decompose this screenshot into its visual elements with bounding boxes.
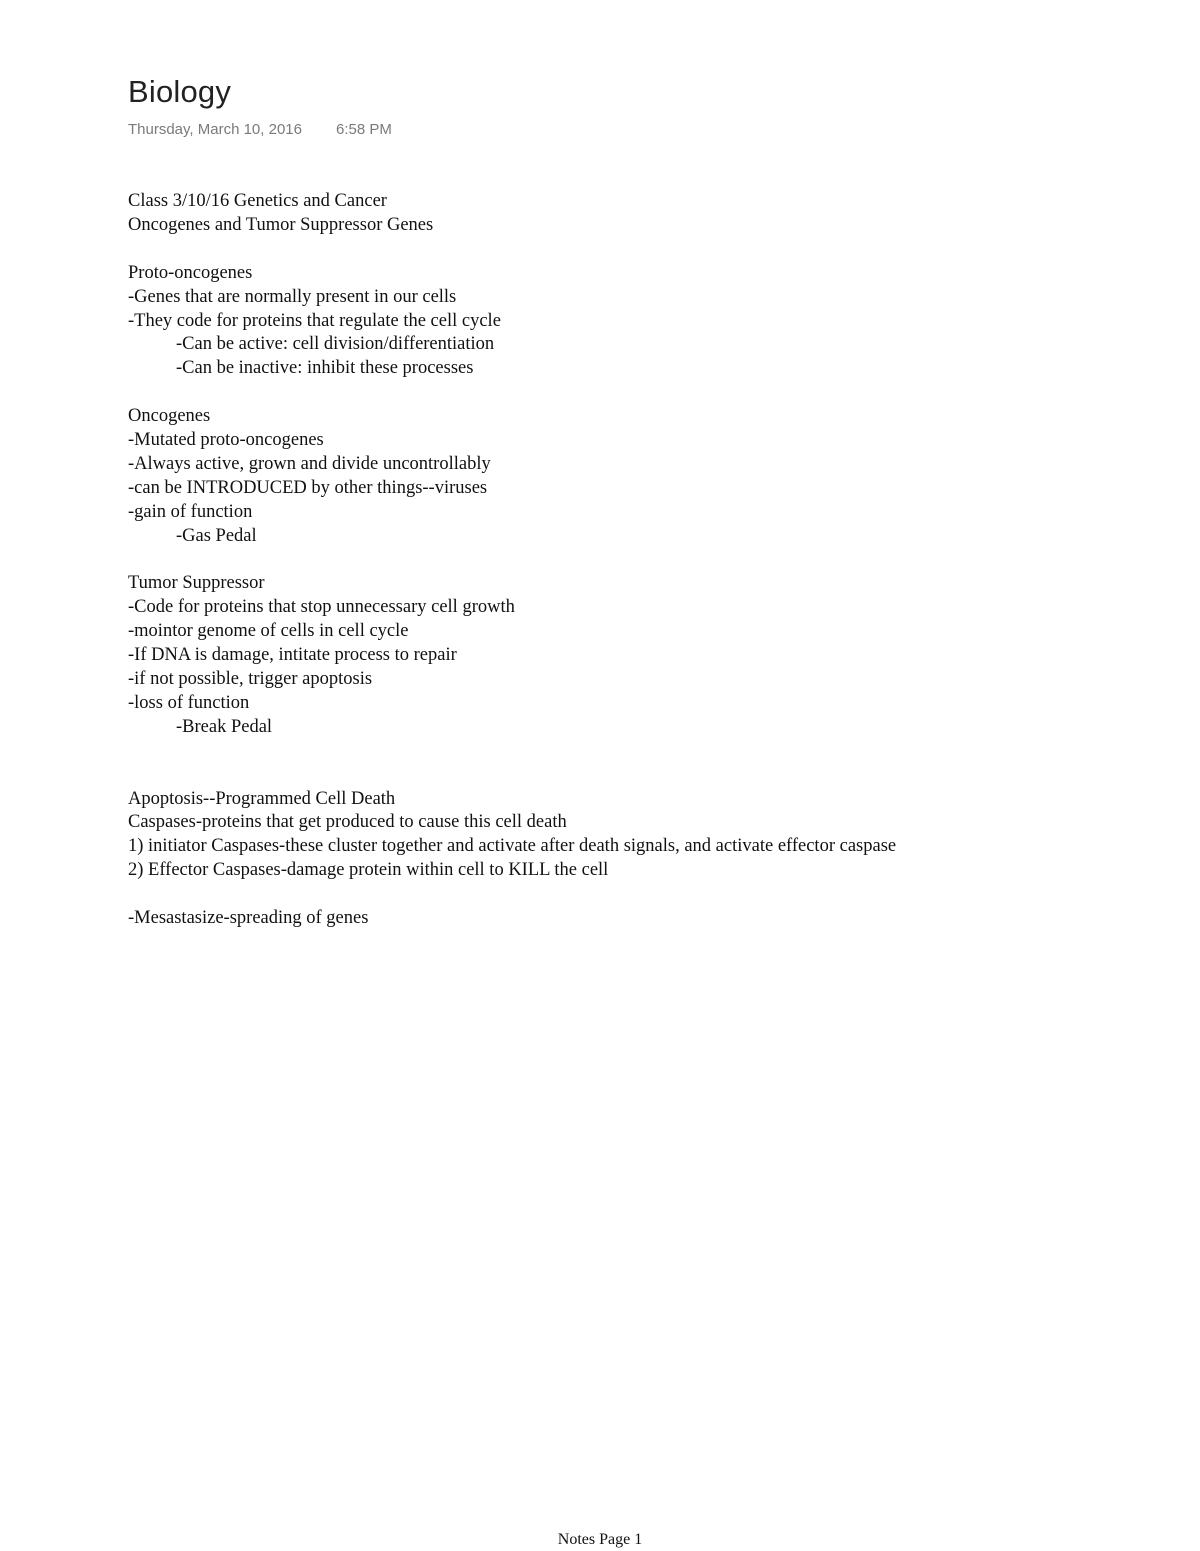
note-line: -Code for proteins that stop unnecessary cell growth xyxy=(128,597,515,618)
note-line: -They code for proteins that regulate the cell cycle xyxy=(128,310,501,331)
note-line xyxy=(128,740,958,764)
note-line: Oncogenes and Tumor Suppressor Genes xyxy=(128,214,434,235)
section-heading-apoptosis: Apoptosis--Programmed Cell Death xyxy=(128,788,396,809)
note-line xyxy=(128,883,958,907)
note-line: -can be INTRODUCED by other things--viruses xyxy=(128,477,488,498)
note-line: -loss of function xyxy=(128,692,250,713)
note-line xyxy=(128,381,958,405)
note-line-indented: -Can be active: cell division/differentiation xyxy=(176,334,495,355)
note-line: -If DNA is damage, intitate process to repair xyxy=(128,645,457,666)
note-line-indented: -Break Pedal xyxy=(176,716,273,737)
note-line: -gain of function xyxy=(128,501,253,522)
section-heading-tumor-suppressor: Tumor Suppressor xyxy=(128,573,265,594)
note-line: 1) initiator Caspases-these cluster together and activate after death signals, and activate effector caspase xyxy=(128,836,897,857)
note-timestamp xyxy=(128,120,392,140)
page-title: Biology xyxy=(128,74,232,109)
note-line: -Always active, grown and divide uncontrollably xyxy=(128,453,491,474)
note-body xyxy=(128,190,958,931)
note-line-indented: -Can be inactive: inhibit these processes xyxy=(176,358,474,379)
note-line: Caspases-proteins that get produced to cause this cell death xyxy=(128,812,567,833)
note-header xyxy=(128,72,392,140)
note-line: -Genes that are normally present in our cells xyxy=(128,286,457,307)
note-date: Thursday, March 10, 2016 xyxy=(128,121,302,138)
note-line xyxy=(128,238,958,262)
note-line xyxy=(128,764,958,788)
note-line xyxy=(128,549,958,573)
note-line: -if not possible, trigger apoptosis xyxy=(128,669,373,690)
note-line: -Mutated proto-oncogenes xyxy=(128,430,324,451)
note-line-indented: -Gas Pedal xyxy=(176,525,257,546)
page-footer: Notes Page 1 xyxy=(557,1531,643,1548)
note-line: -mointor genome of cells in cell cycle xyxy=(128,621,409,642)
note-line: -Mesastasize-spreading of genes xyxy=(128,908,369,929)
note-line: Class 3/10/16 Genetics and Cancer xyxy=(128,191,387,211)
note-line: 2) Effector Caspases-damage protein within cell to KILL the cell xyxy=(128,860,609,881)
section-heading-proto-oncogenes: Proto-oncogenes xyxy=(128,262,253,283)
section-heading-oncogenes: Oncogenes xyxy=(128,406,211,427)
note-time: 6:58 PM xyxy=(335,121,392,138)
